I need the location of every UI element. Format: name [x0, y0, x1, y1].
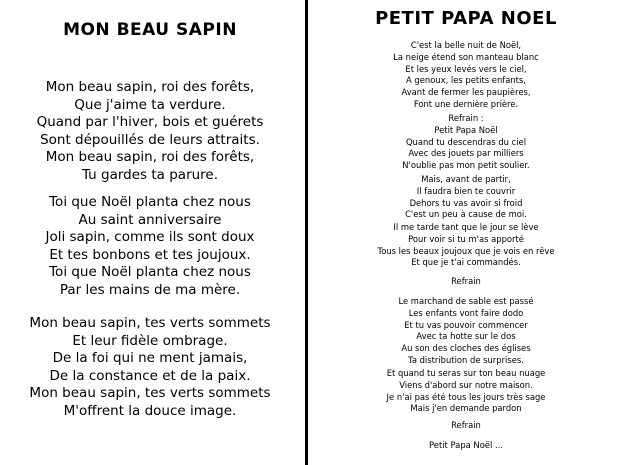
verse-line: Toi que Noël planta chez nous: [49, 264, 251, 281]
verse-line: Refrain: [451, 420, 481, 430]
verse-line: Au son des cloches des églises: [401, 343, 531, 354]
verse-line: Joli sapin, comme ils sont doux: [45, 229, 255, 246]
verse-line: C'est un peu à cause de moi.: [405, 209, 527, 220]
stanza: [312, 368, 620, 415]
verse-line: Mon beau sapin, roi des forêts,: [45, 149, 255, 166]
verse-line: Font une dernière prière.: [413, 98, 519, 109]
verse-line: Mon beau sapin, tes verts sommets: [29, 385, 271, 402]
verse-line: Et les yeux levés vers le ciel,: [405, 63, 527, 74]
verse-line: Au saint anniversaire: [78, 211, 222, 228]
stanza: [0, 194, 300, 300]
verse-line: Viens d'abord sur notre maison.: [399, 379, 533, 390]
verse-line: Quand par l'hiver, bois et guérets: [36, 114, 264, 131]
verse-line: Le marchand de sable est passé: [398, 296, 534, 306]
stanza: [312, 222, 620, 269]
verse-line: Il me tarde tant que le jour se lève: [393, 222, 539, 232]
verse-line: Toi que Noël planta chez nous: [49, 194, 251, 210]
verse-line: Refrain: [451, 276, 481, 286]
stanza: [312, 440, 620, 452]
stanza: [312, 420, 620, 432]
verse-line: Ta distribution de surprises.: [408, 354, 524, 365]
left-page: [0, 0, 300, 465]
verse-line: Petit Papa Noël ...: [429, 440, 503, 450]
stanza: [0, 315, 300, 421]
verse-line: Et tu vas pouvoir commencer: [404, 319, 528, 330]
verse-line: Avec des jouets par milliers: [408, 148, 524, 159]
verse-line: Et leur fidèle ombrage.: [72, 332, 228, 349]
verse-line: Mais j'en demande pardon: [410, 403, 522, 414]
stanza: [312, 276, 620, 288]
verse-line: Mais, avant de partir,: [421, 174, 511, 184]
right-page: [312, 0, 620, 465]
verse-line: C'est la belle nuit de Noël,: [410, 40, 522, 50]
verse-line: Mon beau sapin, roi des forêts,: [45, 79, 255, 95]
verse-line: Petit Papa Noël: [434, 124, 498, 135]
stanza: [312, 40, 620, 111]
left-page-title: MON BEAU SAPIN: [63, 20, 237, 40]
verse-line: Dehors tu vas avoir si froid: [409, 197, 523, 208]
right-page-title: PETIT PAPA NOEL: [375, 8, 557, 29]
verse-line: Refrain :: [448, 113, 484, 123]
verse-line: Mon beau sapin, tes verts sommets: [29, 315, 271, 331]
verse-line: M'offrent la douce image.: [63, 402, 237, 419]
verse-line: Avant de fermer les paupières,: [401, 87, 531, 98]
verse-line: Je n'ai pas été tous les jours très sage: [386, 391, 546, 402]
verse-line: Par les mains de ma mère.: [59, 281, 241, 298]
verse-line: De la constance et de la paix.: [49, 367, 251, 384]
verse-line: De la foi qui ne ment jamais,: [52, 350, 248, 367]
verse-line: Les enfants vont faire dodo: [408, 307, 524, 318]
verse-line: Tous les beaux joujoux que je vois en rêve: [377, 245, 555, 256]
stanza: [0, 79, 300, 185]
verse-line: Et quand tu seras sur ton beau nuage: [386, 368, 546, 378]
verse-line: Il faudra bien te couvrir: [416, 185, 516, 196]
verse-line: N'oublie pas mon petit soulier.: [402, 160, 530, 171]
verse-line: Avec ta hotte sur le dos: [416, 331, 516, 342]
stanza: [312, 174, 620, 221]
verse-line: Que j'aime ta verdure.: [74, 96, 226, 113]
verse-line: Et que je t'ai commandés.: [411, 257, 521, 268]
stanza: [312, 296, 620, 367]
verse-line: Et tes bonbons et tes joujoux.: [49, 246, 251, 263]
verse-line: A genoux, les petits enfants,: [406, 75, 526, 86]
verse-line: Pour voir si tu m'as apporté: [408, 233, 524, 244]
verse-line: Tu gardes ta parure.: [81, 166, 219, 183]
stanza: [312, 113, 620, 172]
verse-line: Sont dépouillés de leurs attraits.: [40, 131, 260, 148]
verse-line: Quand tu descendras du ciel: [405, 136, 527, 147]
page-divider: [305, 0, 308, 465]
verse-line: La neige étend son manteau blanc: [393, 51, 539, 62]
